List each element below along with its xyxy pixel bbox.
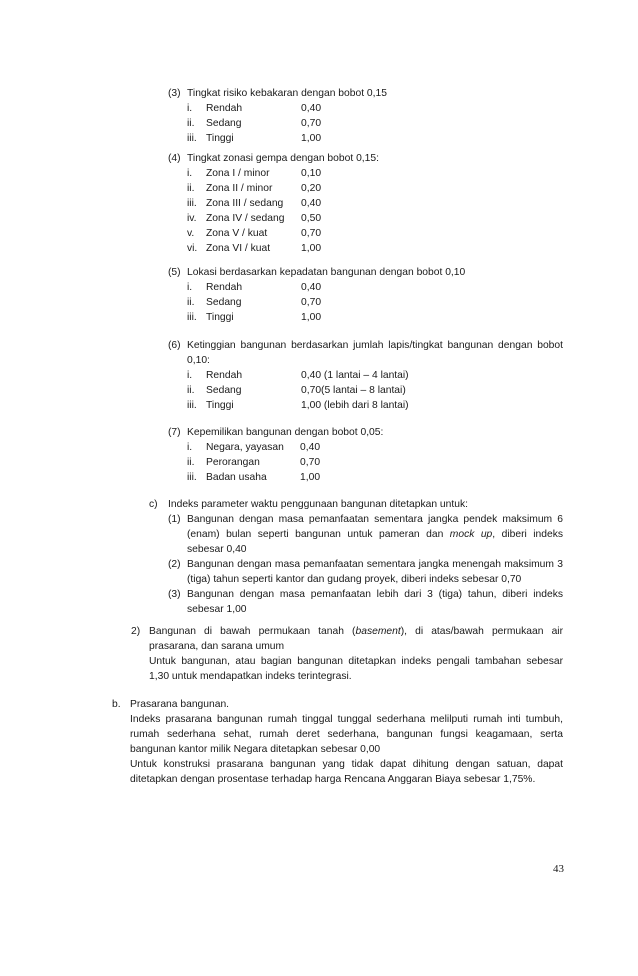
list-item: ii. Perorangan 0,70 <box>187 457 321 468</box>
item-b: b. Prasarana bangunan. Indeks prasarana bangunan rumah tinggal tunggal sederhana melilputi rumah inti tumbuh, rumah sederhana sehat, rumah deret sederhana, bangunan fungsi keagamaan, serta bangunan kantor milik Negara ditetapkan sebesar 0,00 Untuk konstruksi prasarana bangunan yang tidak dapat dihitung dengan satuan, dapat ditetapkan dengan prosentase terhadap harga Rencana Anggaran Biaya sebesar 1,75%. <box>112 699 563 785</box>
group-title: Tingkat risiko kebakaran dengan bobot 0,15 <box>187 88 387 99</box>
list-item: iii. Tinggi 1,00 (lebih dari 8 lantai) <box>187 400 409 411</box>
list-item: ii. Sedang 0,70 <box>187 297 322 308</box>
list-item: i. Negara, yayasan 0,40 <box>187 442 321 453</box>
list-item: vi. Zona VI / kuat 1,00 <box>187 243 322 254</box>
list-item: iii. Zona III / sedang 0,40 <box>187 198 322 209</box>
group-number: (6) <box>168 340 181 351</box>
list-item: (enam) bulan seperti bangunan untuk pameran dan mock up, diberi indeks <box>187 529 564 540</box>
list-item: iii. Tinggi 1,00 <box>187 312 322 323</box>
list-item: (tiga) tahun seperti kantor dan gudang proyek, diberi indeks sebesar 0,70 <box>187 574 522 585</box>
group-6 <box>168 338 563 368</box>
group-6-items <box>187 368 487 413</box>
item-title: Prasarana bangunan. <box>130 699 230 710</box>
group-number: (5) <box>168 267 181 278</box>
list-item: iii. Tinggi 1,00 <box>187 133 322 144</box>
list-item: ii. Sedang 0,70 <box>187 118 322 129</box>
group-number: (3) <box>168 88 181 99</box>
section-c-items <box>168 512 563 617</box>
list-item: (3) Bangunan dengan masa pemanfaatan lebih dari 3 (tiga) tahun, diberi indeks <box>168 589 563 600</box>
group-5-items <box>187 280 487 325</box>
group-title: Kepemilikan bangunan dengan bobot 0,05: <box>187 427 384 438</box>
list-item: ii. Sedang 0,70(5 lantai – 8 lantai) <box>187 385 406 396</box>
list-item: sebesar 0,40 <box>187 544 247 555</box>
item-number: 2) <box>131 626 141 637</box>
group-number: (4) <box>168 153 181 164</box>
group-4-items <box>187 166 487 256</box>
list-item: iv. Zona IV / sedang 0,50 <box>187 213 322 224</box>
section-title: Indeks parameter waktu penggunaan bangunan ditetapkan untuk: <box>168 499 468 510</box>
group-title: Lokasi berdasarkan kepadatan bangunan dengan bobot 0,10 <box>187 267 466 278</box>
page-number: 43 <box>553 863 564 875</box>
list-item: sebesar 1,00 <box>187 604 247 615</box>
group-number: (7) <box>168 427 181 438</box>
item-letter: b. <box>112 699 121 710</box>
group-title: Ketinggian bangunan berdasarkan jumlah lapis/tingkat bangunan dengan bobot <box>187 340 563 351</box>
group-title-continued: 0,10: <box>187 355 210 366</box>
list-item: (1) Bangunan dengan masa pemanfaatan sementara jangka pendek maksimum 6 <box>168 514 563 525</box>
list-item: i. Rendah 0,40 <box>187 103 322 114</box>
section-letter: c) <box>149 499 158 510</box>
list-item: (2) Bangunan dengan masa pemanfaatan sementara jangka menengah maksimum 3 <box>168 559 563 570</box>
list-item: iii. Badan usaha 1,00 <box>187 472 321 483</box>
group-title: Tingkat zonasi gempa dengan bobot 0,15: <box>187 153 379 164</box>
list-item: v. Zona V / kuat 0,70 <box>187 228 322 239</box>
group-7-items <box>187 440 487 485</box>
list-item: i. Rendah 0,40 (1 lantai – 4 lantai) <box>187 370 409 381</box>
list-item: i. Zona I / minor 0,10 <box>187 168 322 179</box>
group-3-items <box>187 101 487 146</box>
list-item: i. Rendah 0,40 <box>187 282 322 293</box>
item-2: 2) Bangunan di bawah permukaan tanah (basement), di atas/bawah permukaan air prasarana, dan sarana umum Untuk bangunan, atau bagian bangunan ditetapkan indeks pengali tambahan sebesar 1,30 untuk mendapatkan indeks terintegrasi. <box>131 626 564 682</box>
list-item: ii. Zona II / minor 0,20 <box>187 183 322 194</box>
